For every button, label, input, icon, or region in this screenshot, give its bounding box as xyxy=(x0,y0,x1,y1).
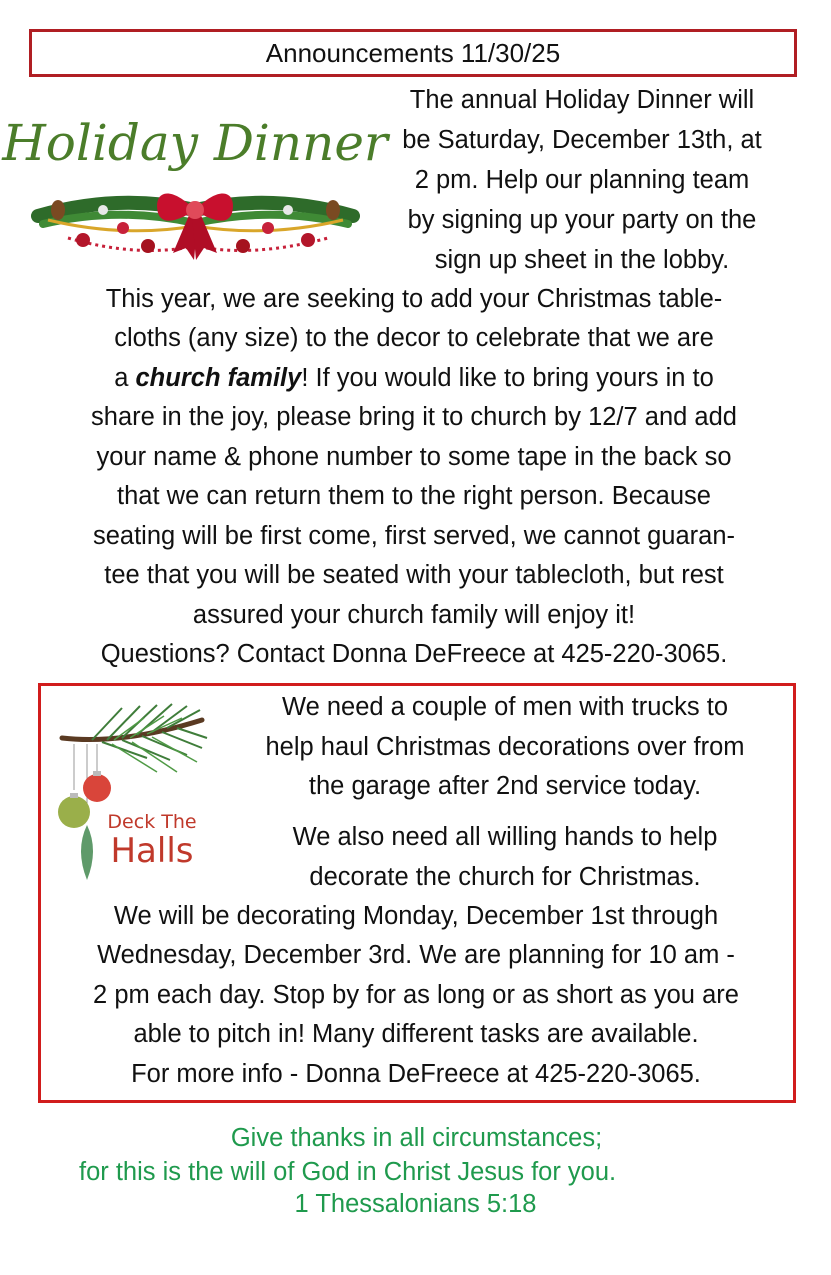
decorating-line: the garage after 2nd service today. xyxy=(308,772,702,800)
decorating-line: help haul Christmas decorations over from xyxy=(265,733,745,761)
pine-branch-icon xyxy=(62,704,207,772)
holiday-dinner-body-line: This year, we are seeking to add your Christmas table- xyxy=(105,285,723,313)
holiday-dinner-intro-line: sign up sheet in the lobby. xyxy=(434,246,730,274)
decorating-line: We also need all willing hands to help xyxy=(292,823,718,851)
decorating-line: We need a couple of men with trucks to xyxy=(281,693,728,721)
decorating-line: Wednesday, December 3rd. We are planning for 10 am - xyxy=(97,941,735,969)
holiday-dinner-logo xyxy=(2,98,388,268)
decorating-line: We will be decorating Monday, December 1st through xyxy=(113,902,719,930)
decorating-contact: For more info - Donna DeFreece at 425-220-3065. xyxy=(131,1060,701,1088)
verse-line xyxy=(0,1121,831,1155)
decorating-line: able to pitch in! Many different tasks are available. xyxy=(133,1020,699,1048)
holiday-dinner-body-line: your name & phone number to some tape in the back so xyxy=(96,443,732,471)
holiday-dinner-intro-line: The annual Holiday Dinner will xyxy=(409,86,755,114)
holiday-dinner-body-line: tee that you will be seated with your tablecloth, but rest xyxy=(104,561,724,589)
holiday-dinner-contact: Questions? Contact Donna DeFreece at 425-220-3065. xyxy=(100,640,728,668)
holiday-dinner-intro-line: be Saturday, December 13th, at xyxy=(402,126,762,154)
holiday-dinner-body-line: share in the joy, please bring it to church by 12/7 and add xyxy=(91,403,737,431)
halls-logo-text: Halls xyxy=(110,831,194,871)
holiday-dinner-body-line: assured your church family will enjoy it! xyxy=(192,601,636,629)
decorating-line: 2 pm each day. Stop by for as long or as short as you are xyxy=(93,981,739,1009)
holiday-dinner-logo-text: Holiday Dinner xyxy=(2,114,388,172)
deck-the-logo-text: Deck The xyxy=(107,811,197,833)
body-text-pre: a xyxy=(114,364,136,392)
church-family-emphasis: church family xyxy=(135,364,302,392)
holiday-dinner-intro-line: 2 pm. Help our planning team xyxy=(414,166,750,194)
holiday-dinner-body-line: that we can return them to the right person. Because xyxy=(117,482,711,510)
holiday-dinner-body-line: cloths (any size) to the decor to celebrate that we are xyxy=(114,324,714,352)
holiday-dinner-body-line: seating will be first come, first served, we cannot guaran- xyxy=(92,522,736,550)
holiday-dinner-body-line xyxy=(30,358,798,398)
deck-the-halls-logo xyxy=(52,700,210,885)
decorating-line: decorate the church for Christmas. xyxy=(309,863,701,891)
body-text-post: ! If you would like to bring yours in to xyxy=(301,364,714,392)
holiday-dinner-intro-line: by signing up your party on the xyxy=(407,206,757,234)
announcements-title: Announcements 11/30/25 xyxy=(265,38,561,68)
ornament-icon xyxy=(58,771,111,880)
verse-text-1: Give thanks in all circumstances; xyxy=(230,1124,603,1152)
announcements-header xyxy=(29,29,797,77)
verse-line: for this is the will of God in Christ Jesus for you. xyxy=(79,1158,617,1186)
verse-reference: 1 Thessalonians 5:18 xyxy=(294,1190,537,1218)
